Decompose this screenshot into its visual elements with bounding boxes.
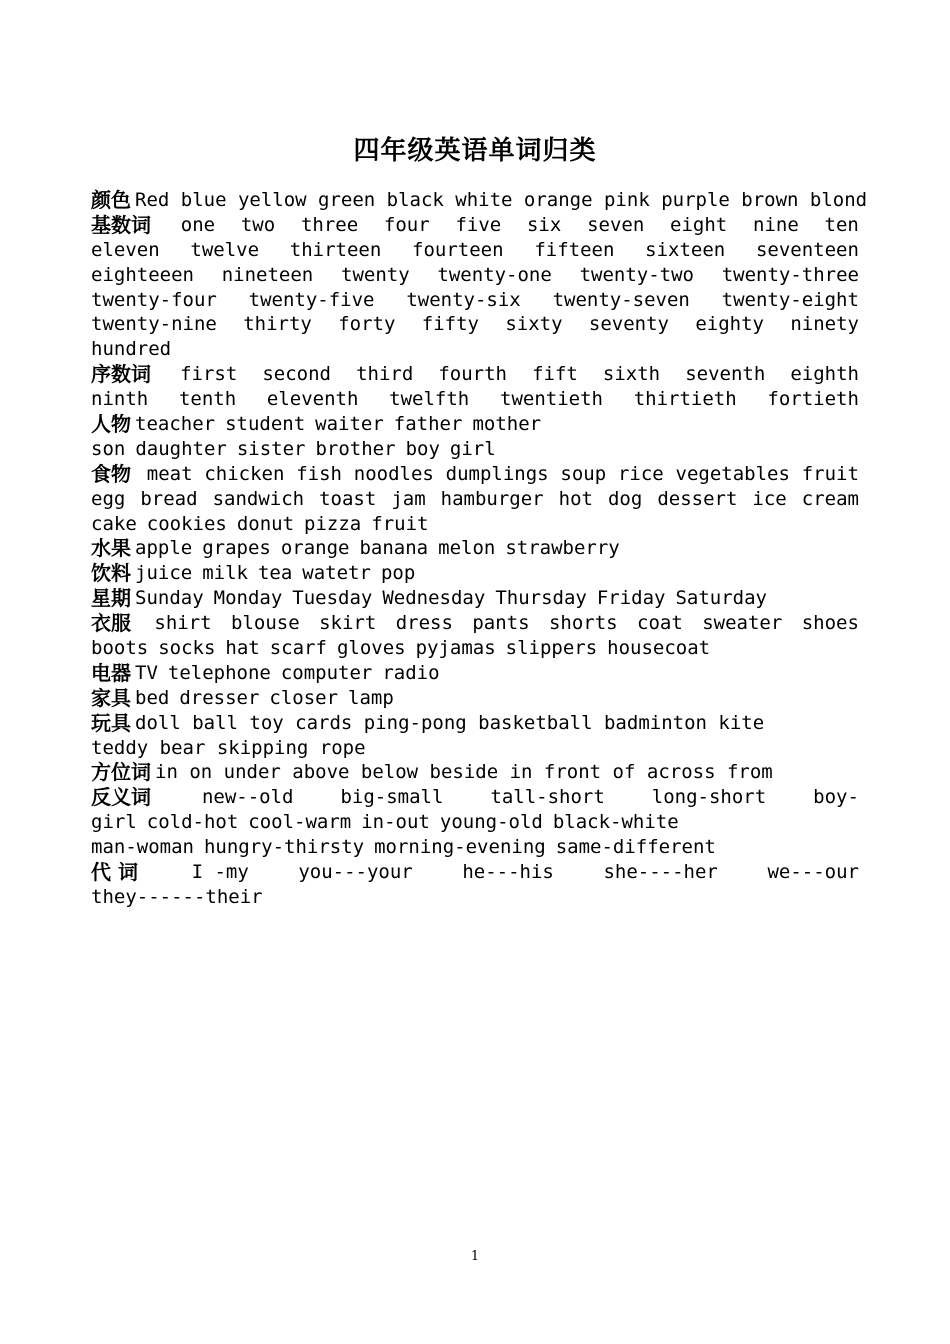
vocab-word: Saturday — [675, 587, 767, 610]
vocab-word: donut — [236, 512, 295, 535]
vocab-word: teacher — [135, 413, 216, 436]
vocab-line — [91, 661, 859, 686]
vocab-line — [91, 736, 859, 761]
vocab-word: fifteen — [534, 238, 615, 261]
vocab-word: cream — [801, 487, 859, 510]
vocab-word: shoes — [801, 612, 859, 635]
vocab-word: coat — [637, 612, 683, 635]
vocab-word: I -my — [191, 861, 249, 884]
vocab-word: thirteen — [289, 238, 382, 261]
vocab-word: fruit — [371, 512, 429, 535]
vocab-word: vegetables — [675, 462, 790, 485]
vocab-word: first — [180, 363, 238, 386]
vocab-word: he---his — [462, 861, 554, 884]
category-label: 水果 — [91, 536, 131, 561]
vocab-word: meat — [146, 462, 193, 485]
vocab-line — [91, 362, 859, 387]
vocab-word: housecoat — [607, 637, 711, 660]
vocab-word: man-woman — [91, 836, 194, 859]
category-label: 食物 — [91, 461, 131, 486]
vocab-word: orange — [280, 537, 350, 560]
vocab-word: seventh — [685, 363, 766, 386]
vocab-word: eighty — [695, 313, 764, 336]
vocab-word: you---your — [298, 861, 413, 884]
vocab-line — [91, 686, 859, 711]
vocab-word: fruit — [801, 462, 859, 485]
vocab-word: fifty — [421, 313, 479, 336]
vocab-line — [91, 213, 859, 238]
vocab-word: tea — [257, 562, 293, 585]
vocab-word: telephone — [167, 661, 271, 684]
vocab-word: twenty-six — [406, 288, 521, 311]
vocab-word: ten — [824, 213, 859, 236]
vocab-word: eighth — [790, 363, 859, 386]
vocab-word: daughter — [135, 437, 227, 460]
vocab-word: bed — [135, 686, 170, 709]
vocab-word: seven — [587, 213, 645, 236]
vocab-word: she----her — [603, 861, 718, 884]
vocab-word: forty — [338, 313, 396, 336]
category-label: 玩具 — [91, 710, 131, 735]
vocab-word: black-white — [552, 811, 679, 834]
vocab-word: fish — [296, 462, 342, 485]
vocab-word: doll ball toy cards ping-pong basketball badminton kite — [135, 711, 765, 734]
vocab-word: shorts — [548, 612, 618, 635]
vocab-word: dumplings — [445, 462, 549, 485]
category-label: 序数词 — [91, 362, 151, 387]
vocab-word: twentieth — [500, 388, 603, 411]
vocab-word: radio — [382, 661, 440, 684]
vocab-word: ninety — [790, 313, 859, 336]
category-label: 星期 — [91, 586, 131, 611]
vocab-word: Friday — [596, 587, 666, 610]
vocab-word: pants — [472, 612, 530, 635]
vocab-line — [91, 387, 859, 412]
vocab-word: cookies — [146, 512, 227, 535]
vocab-word: cool-warm — [248, 811, 352, 834]
vocab-word: fortieth — [767, 388, 859, 411]
vocab-word: apple — [135, 537, 193, 560]
vocab-line — [91, 462, 859, 487]
vocab-word: twenty-four — [91, 288, 217, 311]
vocab-word: we---our — [767, 861, 859, 884]
vocab-word: same-different — [555, 836, 716, 859]
vocab-word: sandwich — [212, 487, 305, 510]
vocab-word: Sunday — [135, 587, 204, 610]
vocab-word: teddy bear skipping rope — [91, 736, 366, 759]
vocab-word: egg — [91, 487, 126, 510]
vocab-word: twenty-one — [437, 263, 552, 286]
vocab-word: juice — [135, 562, 193, 585]
vocab-line — [91, 760, 859, 785]
category-label: 家具 — [91, 685, 131, 710]
vocab-word: twenty-nine — [91, 313, 217, 336]
vocab-word: Red blue yellow green black white orange pink purple brown blond — [135, 189, 868, 211]
vocab-word: boy — [405, 437, 440, 460]
vocab-word: twelfth — [389, 388, 470, 411]
vocab-word: melon — [438, 537, 496, 560]
vocab-word: girl — [449, 437, 496, 460]
vocab-word: hamburger — [440, 487, 544, 510]
vocab-word: twenty-five — [248, 288, 375, 311]
vocab-word: scarf — [269, 637, 327, 660]
vocab-word: strawberry — [505, 537, 620, 560]
vocab-word: three — [300, 213, 359, 236]
vocab-word: lamp — [348, 686, 394, 709]
vocab-word: chicken — [204, 462, 285, 485]
vocab-word: sixteen — [645, 238, 726, 261]
vocab-word: toast — [319, 487, 377, 510]
vocab-word: long-short — [651, 786, 767, 809]
vocab-word: new--old — [201, 786, 294, 809]
vocab-line — [91, 636, 859, 661]
vocab-word: skirt — [319, 612, 377, 635]
vocab-word: son — [91, 437, 126, 460]
vocab-word: Thursday — [495, 587, 587, 610]
vocab-word: eight — [670, 213, 728, 236]
vocab-line — [91, 337, 859, 362]
vocab-line — [91, 810, 859, 835]
vocab-word: tenth — [178, 388, 237, 411]
category-label: 方位词 — [91, 760, 151, 785]
vocab-word: hot — [558, 487, 593, 510]
vocab-line — [91, 487, 859, 512]
vocab-word: shirt — [154, 612, 212, 635]
vocab-word: fourteen — [412, 238, 504, 261]
category-label: 颜色 — [91, 188, 131, 212]
vocab-word: eleventh — [266, 388, 359, 411]
vocab-word: in-out — [361, 811, 430, 834]
vocab-line — [91, 611, 859, 636]
category-label: 电器 — [91, 660, 131, 685]
vocab-word: Wednesday — [382, 587, 486, 610]
vocab-word: milk — [202, 562, 248, 585]
vocab-word: jam — [391, 487, 426, 510]
vocab-word: father — [393, 413, 463, 436]
vocab-word: fourth — [438, 363, 507, 386]
vocab-word: eleven — [91, 238, 160, 261]
vocab-line — [91, 835, 859, 860]
vocab-word: boy- — [813, 786, 859, 809]
category-label: 反义词 — [91, 785, 151, 810]
vocab-word: dessert — [657, 487, 738, 510]
vocab-word: four — [383, 213, 430, 236]
vocab-word: soup — [560, 462, 607, 485]
category-label: 饮料 — [91, 561, 131, 586]
vocab-word: five — [455, 213, 502, 236]
vocab-word: third — [356, 363, 414, 386]
vocab-word: six — [526, 213, 562, 236]
vocabulary-list — [91, 188, 868, 910]
vocab-line — [91, 188, 868, 213]
vocab-word: fift — [532, 363, 578, 386]
vocab-word: slippers — [505, 637, 598, 660]
vocab-line — [91, 412, 859, 437]
vocab-word: rice — [617, 462, 664, 485]
vocab-line — [91, 512, 859, 537]
vocab-word: tall-short — [490, 786, 605, 809]
vocab-word: ice — [752, 487, 787, 510]
vocab-word: sister — [236, 437, 306, 460]
vocab-word: twenty-seven — [552, 288, 690, 311]
vocab-word: mother — [472, 413, 542, 436]
page-title: 四年级英语单词归类 — [353, 136, 597, 166]
vocab-word: sixth — [602, 363, 661, 386]
vocab-word: gloves — [336, 637, 406, 660]
vocab-word: waiter — [315, 413, 384, 436]
vocab-word: bread — [140, 487, 198, 510]
vocab-word: eighteeen — [91, 263, 194, 286]
vocab-word: banana — [359, 537, 429, 560]
vocab-line — [91, 586, 859, 611]
vocab-word: sixty — [505, 313, 563, 336]
vocab-word: TV — [135, 661, 158, 684]
vocab-word: dog — [607, 487, 643, 510]
vocab-word: watetr — [302, 562, 371, 585]
vocab-word: brother — [315, 437, 396, 460]
vocab-line — [91, 885, 859, 910]
vocab-word: Monday — [213, 587, 283, 610]
vocab-line — [91, 860, 859, 885]
vocab-word: twenty-eight — [721, 288, 859, 311]
vocab-word: morning-evening — [374, 836, 546, 859]
category-label: 基数词 — [91, 212, 151, 237]
vocab-word: blouse — [231, 612, 300, 635]
vocab-word: thirtieth — [633, 388, 737, 411]
vocab-word: Tuesday — [292, 587, 373, 610]
vocab-word: hundred — [91, 338, 172, 361]
vocab-line — [91, 312, 859, 337]
vocab-line — [91, 561, 859, 586]
vocab-line — [91, 288, 859, 313]
vocab-word: seventy — [588, 313, 669, 336]
vocab-word: hungry-thirsty — [203, 836, 365, 859]
vocab-word: noodles — [353, 462, 434, 485]
vocab-word: boots — [91, 637, 149, 660]
vocab-word: big-small — [340, 786, 444, 809]
vocab-word: grapes — [202, 537, 271, 560]
vocab-word: student — [225, 413, 306, 436]
category-label: 人物 — [91, 412, 131, 437]
vocab-word: closer — [269, 686, 339, 709]
vocab-word: dresser — [179, 686, 260, 709]
vocab-word: pop — [380, 562, 416, 585]
vocab-word: dress — [395, 612, 453, 635]
vocab-word: twenty-three — [721, 263, 859, 286]
vocab-line — [91, 238, 859, 263]
vocab-word: hat — [225, 637, 260, 660]
vocab-line — [91, 263, 859, 288]
vocab-word: they------their — [91, 885, 263, 908]
vocab-line — [91, 785, 859, 810]
vocab-line — [91, 536, 859, 561]
category-label: 衣服 — [91, 611, 131, 636]
vocab-line — [91, 437, 859, 462]
vocab-word: ninth — [91, 388, 149, 411]
vocab-word: computer — [280, 661, 373, 684]
vocab-word: sweater — [702, 612, 783, 635]
vocab-line — [91, 711, 859, 736]
vocab-word: twenty-two — [579, 263, 694, 286]
vocab-word: thirty — [243, 313, 312, 336]
vocab-word: nine — [753, 213, 799, 236]
vocab-word: socks — [158, 637, 216, 660]
vocab-word: young-old — [439, 811, 543, 834]
vocab-word: nineteen — [221, 263, 314, 286]
vocab-word: girl — [91, 811, 137, 834]
page-number: 1 — [470, 1249, 480, 1264]
vocab-word: in on under above below beside in front of across from — [155, 761, 773, 784]
vocab-word: pizza — [304, 512, 362, 535]
vocab-word: one — [180, 213, 216, 236]
vocab-word: cold-hot — [146, 811, 239, 834]
vocab-word: two — [240, 213, 276, 236]
vocab-word: second — [262, 363, 331, 386]
vocab-word: seventeen — [755, 238, 859, 261]
category-label: 代 词 — [91, 860, 138, 885]
vocab-word: cake — [91, 512, 137, 535]
vocab-word: twelve — [190, 238, 260, 261]
vocab-word: pyjamas — [415, 637, 496, 660]
vocab-word: twenty — [341, 263, 410, 286]
